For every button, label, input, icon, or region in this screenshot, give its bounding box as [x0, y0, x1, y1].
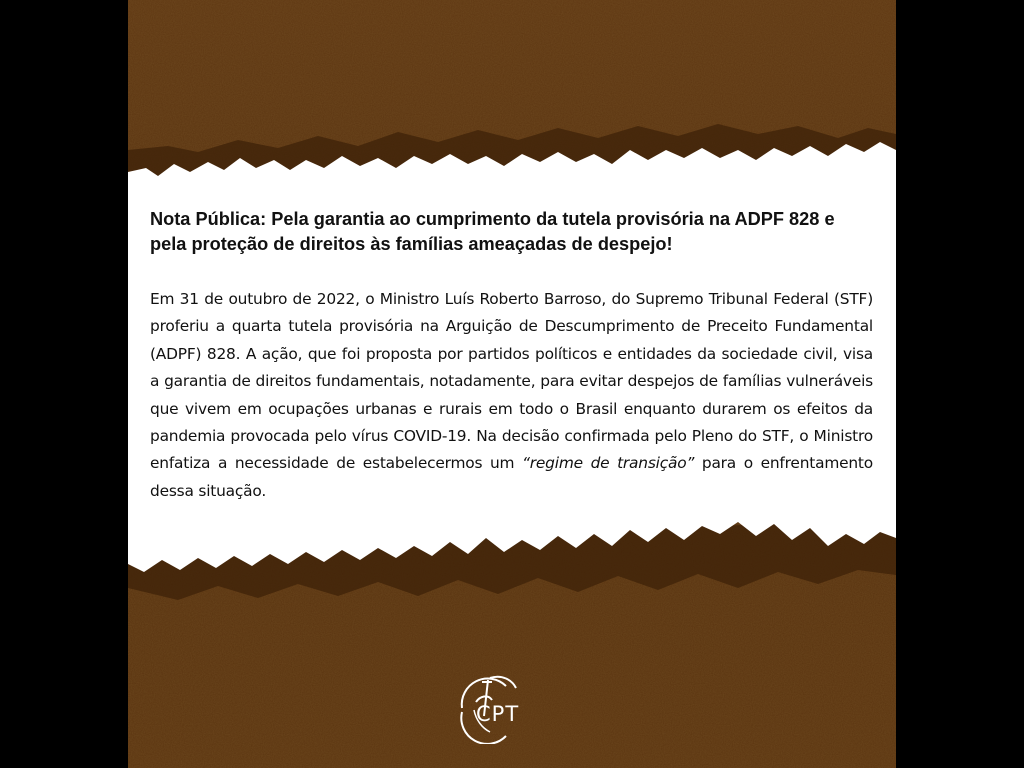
cpt-logo [446, 672, 542, 744]
note-body-text: Em 31 de outubro de 2022, o Ministro Luís Roberto Barroso, do Supremo Tribunal Federal (STF) proferiu a quarta tutela provisória na Arguição de Descumprimento de Preceito Fundamental (ADPF) 828. A ação, que foi proposta por partidos políticos e entidades da sociedade civil, visa a garantia de direitos fundamentais, notadamente, para evitar despejos de famílias vulneráveis que vivem em ocupações urbanas e rurais em todo o Brasil enquanto durarem os efeitos da pandemia provocada pelo vírus COVID-19. Na decisão confirmada pelo Pleno do STF, o Ministro enfatiza a necessidade de estabelecermos um [150, 290, 873, 473]
regime-de-transicao-quote: “regime de transição” [522, 454, 695, 473]
note-body [150, 286, 873, 505]
cpt-logo-text: CPT [476, 702, 520, 726]
note-body-ending: para o enfrentamento dessa situação. [150, 454, 873, 500]
post-card [128, 0, 896, 768]
note-title: Nota Pública: Pela garantia ao cumprimento da tutela provisória na ADPF 828 e pela proteção de direitos às famílias ameaçadas de despejo! [150, 209, 835, 254]
